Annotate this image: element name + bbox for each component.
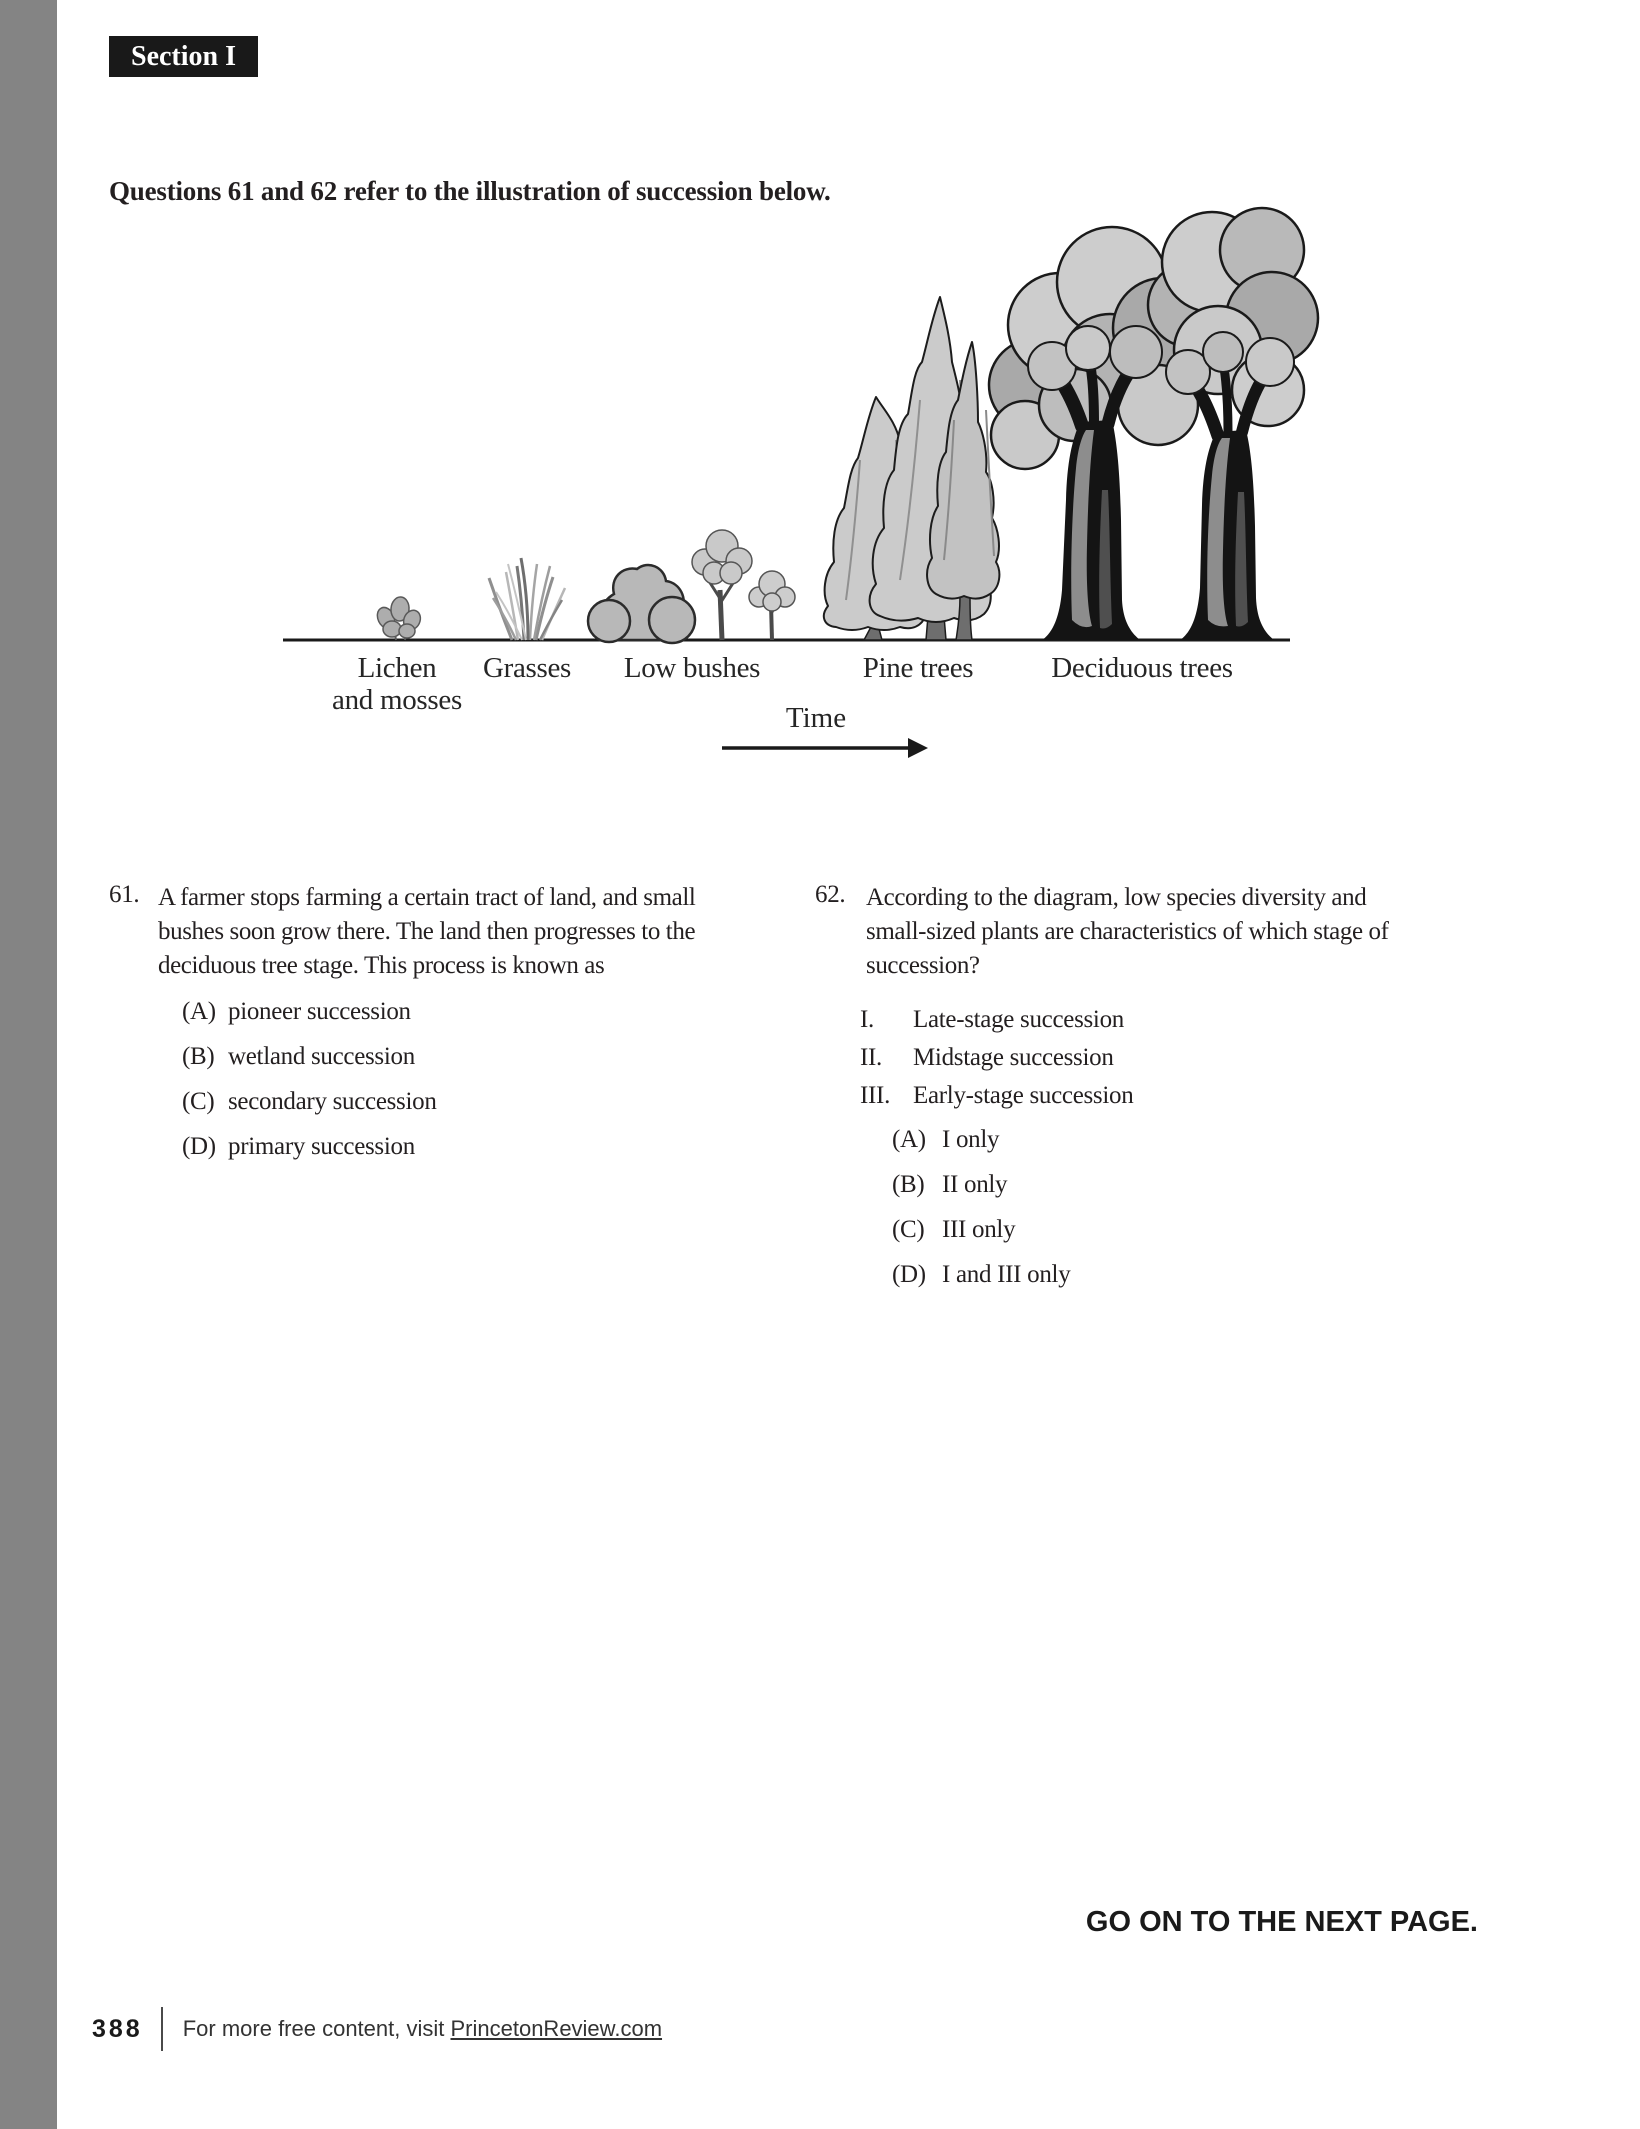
stage-label-deciduous-trees: Deciduous trees [1051, 652, 1233, 684]
stem-line: small-sized plants are characteristics of which stage of [866, 918, 1389, 945]
footer-text [183, 2016, 662, 2042]
questions-intro-heading: Questions 61 and 62 refer to the illustration of succession below. [109, 176, 831, 206]
option-row-62c [892, 1216, 1070, 1261]
option-row-61a [182, 998, 437, 1043]
question-61-number: 61. [109, 881, 140, 908]
option-label: (A) [892, 1126, 926, 1153]
roman-label: I. [860, 1006, 874, 1033]
princeton-review-link[interactable]: PrincetonReview.com [450, 2016, 663, 2041]
option-row-61b [182, 1043, 437, 1088]
option-text: wetland succession [228, 1043, 415, 1070]
roman-item-1 [860, 1006, 1133, 1044]
lichen-and-mosses-illustration [374, 596, 423, 640]
roman-text: Early-stage succession [913, 1082, 1134, 1109]
footer-text-prefix: For more free content, visit [182, 2016, 451, 2041]
roman-text: Midstage succession [913, 1044, 1114, 1071]
option-text: II only [942, 1171, 1008, 1198]
roman-label: II. [860, 1044, 883, 1071]
stage-label-grasses: Grasses [482, 652, 572, 684]
option-label: (C) [182, 1088, 215, 1115]
option-text: primary succession [228, 1133, 415, 1160]
page-number: 388 [92, 2014, 143, 2043]
question-62-stem [866, 881, 1389, 983]
option-text: secondary succession [228, 1088, 437, 1115]
option-row-62a [892, 1126, 1070, 1171]
question-61-options [182, 998, 437, 1178]
option-text: pioneer succession [228, 998, 411, 1025]
option-label: (A) [182, 998, 216, 1025]
time-arrow-icon [722, 738, 928, 758]
go-on-instruction: GO ON TO THE NEXT PAGE. [1085, 1906, 1478, 1938]
roman-text: Late-stage succession [913, 1006, 1124, 1033]
question-61-stem [158, 881, 695, 983]
succession-diagram [260, 200, 1320, 770]
option-text: I only [942, 1126, 1000, 1153]
pine-trees-illustration [824, 297, 1000, 640]
option-row-62b [892, 1171, 1070, 1216]
option-label: (C) [892, 1216, 925, 1243]
stage-label-lichen-line1: Lichen [357, 652, 437, 684]
stem-line: According to the diagram, low species diversity and [866, 884, 1367, 911]
deciduous-trees-illustration [989, 208, 1318, 640]
stem-line: succession? [866, 952, 980, 979]
section-tab [109, 36, 258, 77]
option-row-61d [182, 1133, 437, 1178]
grasses-illustration [489, 558, 565, 640]
stage-label-low-bushes: Low bushes [623, 652, 761, 684]
low-bush-illustration [588, 565, 695, 643]
option-label: (B) [182, 1043, 215, 1070]
time-axis-label: Time [785, 702, 847, 734]
question-62-options [892, 1126, 1070, 1306]
stem-line: bushes soon grow there. The land then progresses to the [158, 918, 696, 945]
option-label: (D) [892, 1261, 926, 1288]
roman-item-2 [860, 1044, 1133, 1082]
option-row-61c [182, 1088, 437, 1133]
section-label: Section I [131, 40, 236, 72]
option-row-62d [892, 1261, 1070, 1306]
roman-item-3 [860, 1082, 1133, 1120]
page-edge-strip [0, 0, 57, 2129]
option-label: (D) [182, 1133, 216, 1160]
question-62-roman-list [860, 1006, 1133, 1120]
option-text: I and III only [942, 1261, 1071, 1288]
option-text: III only [942, 1216, 1016, 1243]
option-label: (B) [892, 1171, 925, 1198]
roman-label: III. [860, 1082, 891, 1109]
stem-line: A farmer stops farming a certain tract of land, and small [158, 884, 696, 911]
stage-label-lichen-line2: and mosses [332, 684, 462, 716]
page-footer [92, 2006, 662, 2052]
footer-divider [161, 2007, 163, 2051]
question-62-number: 62. [815, 881, 846, 908]
stem-line: deciduous tree stage. This process is known as [158, 952, 605, 979]
stage-label-pine-trees: Pine trees [862, 652, 974, 684]
sapling-trees-illustration [692, 530, 795, 640]
